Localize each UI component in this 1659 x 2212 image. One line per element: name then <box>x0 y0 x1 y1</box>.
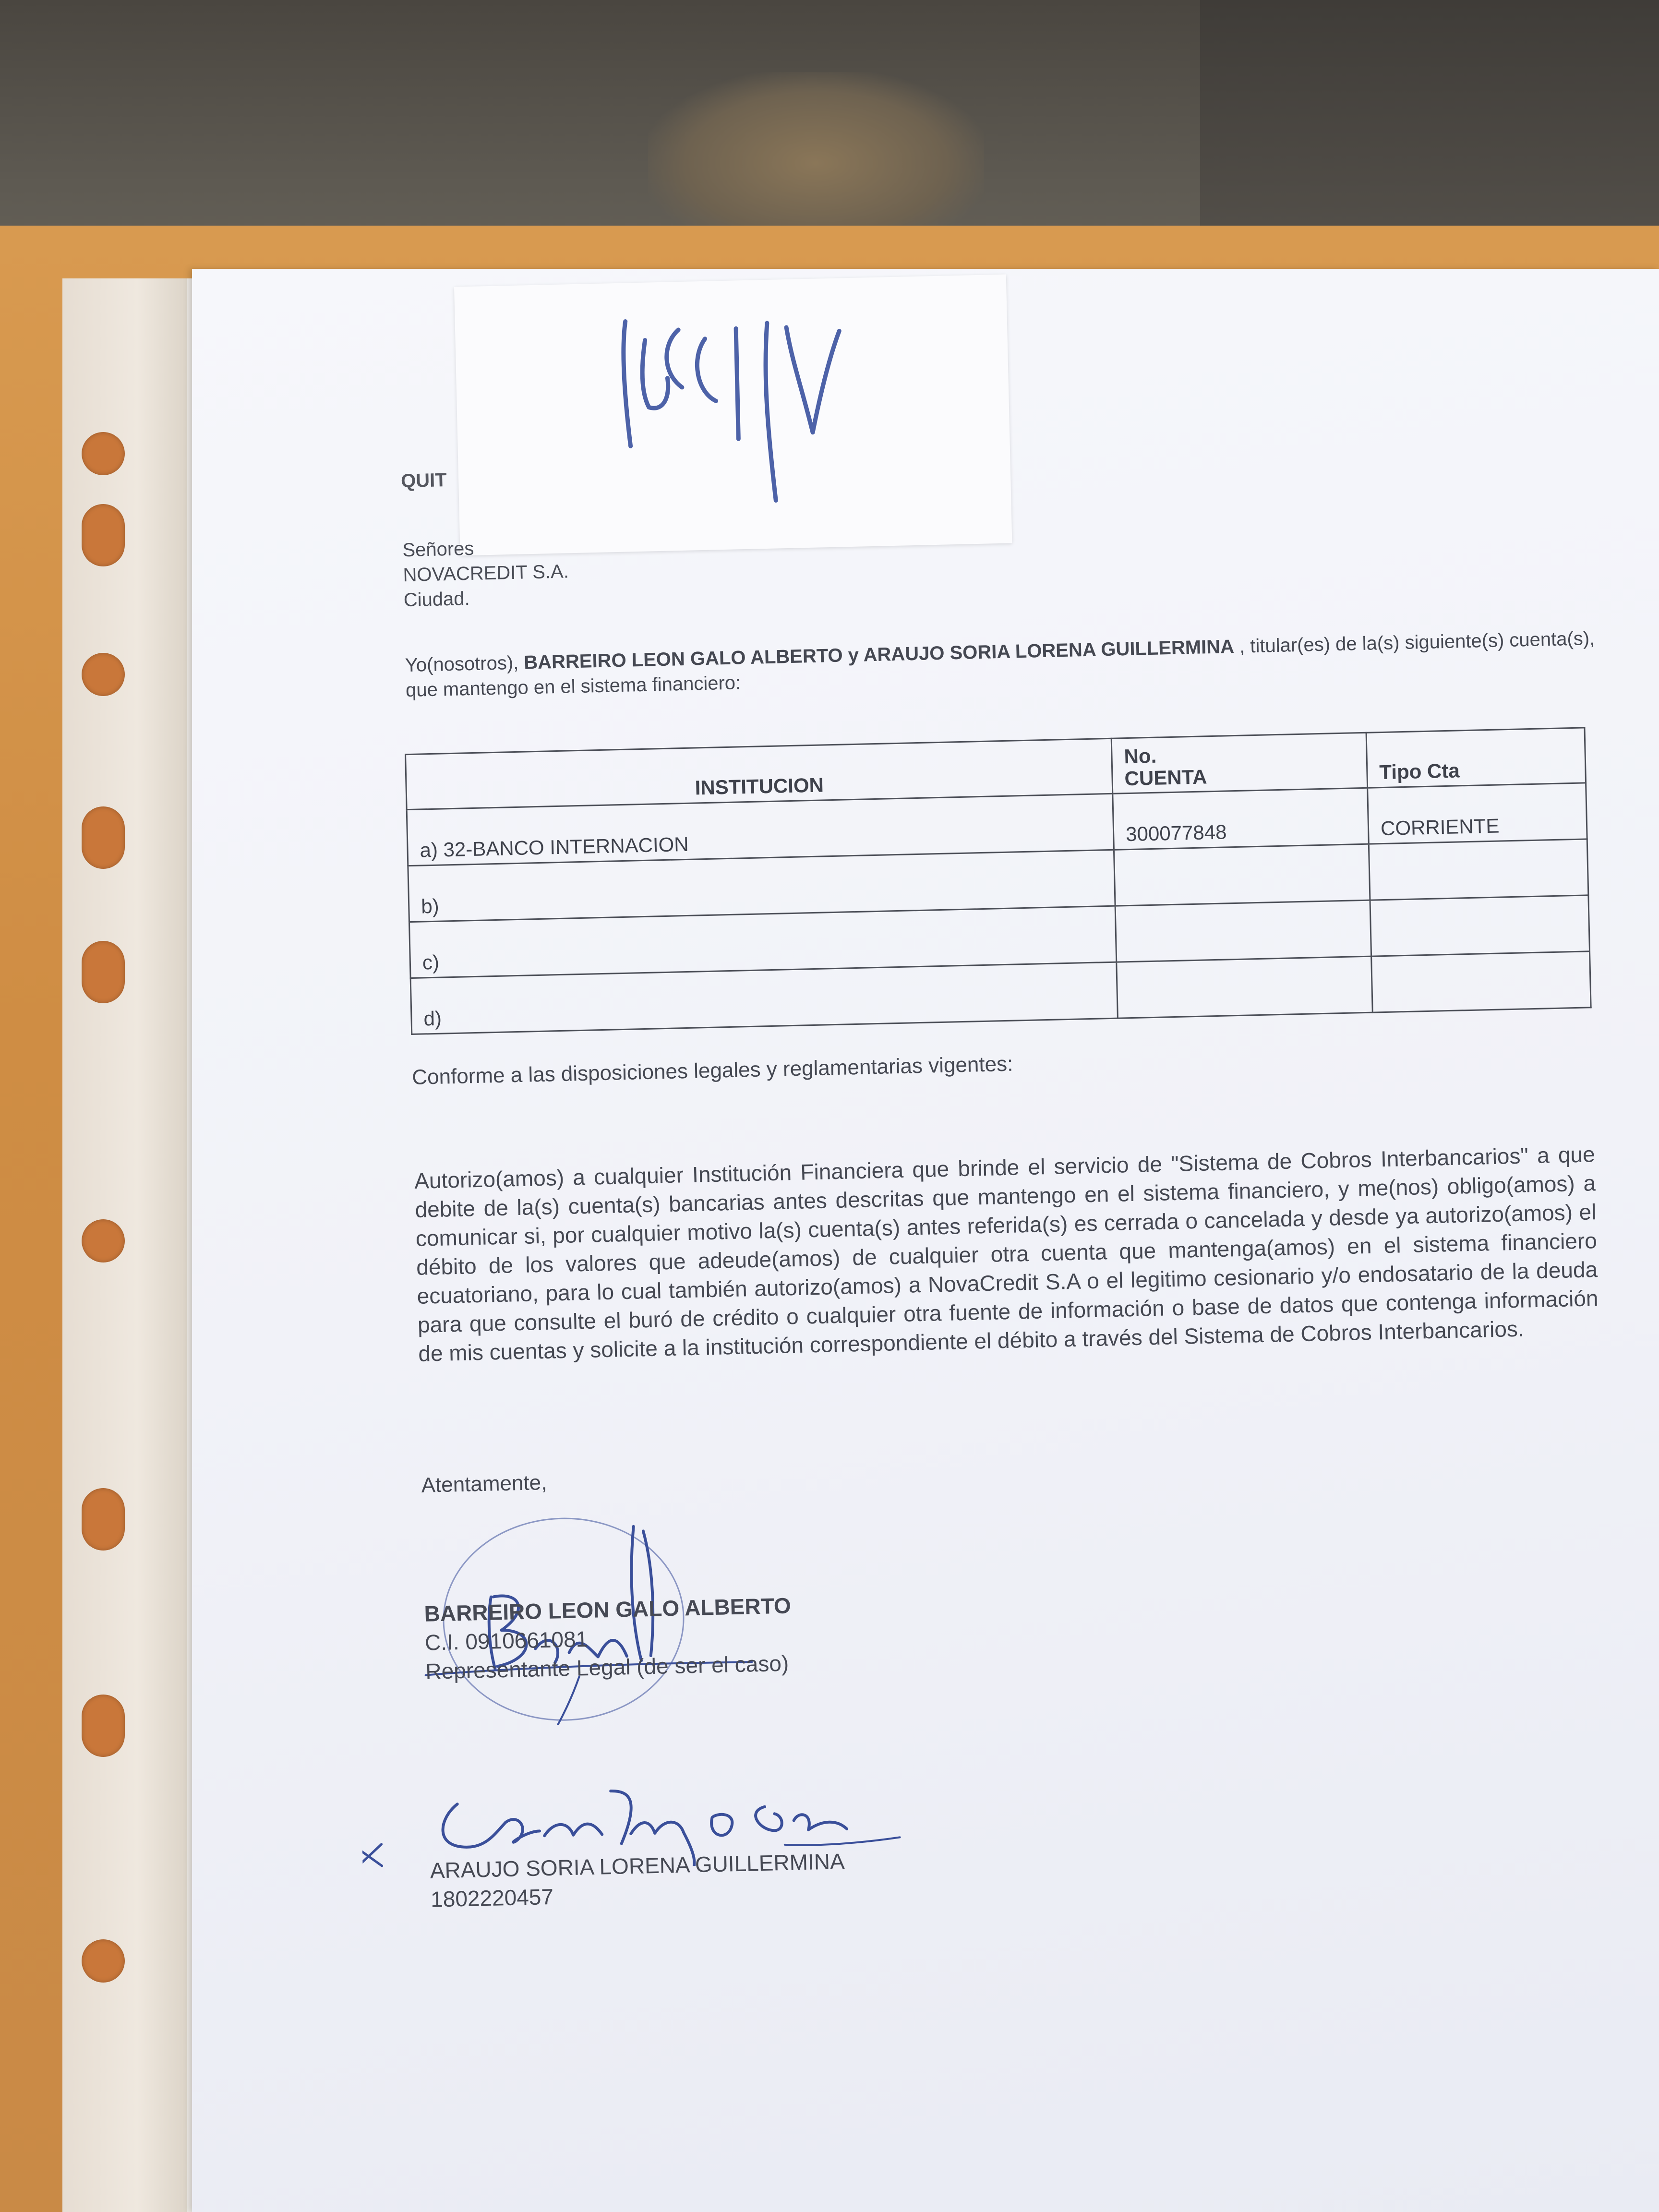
accounts-table <box>405 727 1592 1035</box>
stone-block <box>1200 0 1659 250</box>
row-account-type <box>1369 839 1588 900</box>
punch-hole <box>82 1488 125 1551</box>
company-name: NOVACREDIT S.A. <box>403 561 569 586</box>
signatory-2-id: 1802220457 <box>430 1884 554 1912</box>
punch-hole <box>82 1695 125 1757</box>
recipient-block <box>402 534 570 613</box>
intro-suffix: , titular(es) de la(s) siguiente(s) cuenta(s), que mantengo en el sistema financiero: <box>405 627 1595 701</box>
row-account-number <box>1114 844 1370 906</box>
document-content <box>192 236 1659 2212</box>
punch-hole <box>82 1219 125 1262</box>
row-label: d) <box>410 962 1118 1034</box>
row-account-number: 300077848 <box>1113 788 1369 850</box>
header-account-type: Tipo Cta <box>1366 728 1586 788</box>
row-label: b) <box>408 850 1115 922</box>
row-label: a) 32-BANCO INTERNACION <box>407 793 1114 866</box>
row-account-type <box>1371 951 1591 1012</box>
signatory-1-role: Representante Legal (de ser el caso) <box>425 1650 789 1684</box>
intro-prefix: Yo(nosotros), <box>405 652 524 676</box>
punched-strip <box>62 278 187 2212</box>
closing-line: Atentamente, <box>421 1470 547 1497</box>
signatory-2-name: ARAUJO SORIA LORENA GUILLERMINA <box>430 1849 845 1883</box>
row-account-number <box>1115 900 1371 962</box>
authorization-document <box>192 269 1659 2212</box>
punch-hole <box>82 806 125 869</box>
row-account-type: CORRIENTE <box>1368 783 1587 844</box>
legal-basis-line: Conforme a las disposiciones legales y reglamentarias vigentes: <box>411 1052 1013 1090</box>
signatory-1-name: BARREIRO LEON GALO ALBERTO <box>424 1593 792 1626</box>
punch-hole <box>82 941 125 1003</box>
header-institution: INSTITUCION <box>406 738 1113 809</box>
punch-hole <box>82 504 125 566</box>
recipient-city: Ciudad. <box>403 588 470 611</box>
sticky-note <box>454 275 1012 556</box>
city-header: QUIT <box>400 469 447 492</box>
row-label: c) <box>409 906 1116 978</box>
row-account-type <box>1370 895 1590 956</box>
intro-paragraph <box>405 625 1606 703</box>
sticky-note-handwriting <box>454 275 1012 556</box>
signatory-1-id: C.I. 0910661081 <box>424 1626 589 1655</box>
row-account-number <box>1117 956 1373 1018</box>
header-number-line1: No. <box>1124 744 1157 768</box>
punch-hole <box>82 432 125 475</box>
authorization-paragraph: Autorizo(amos) a cualquier Institución Financiera que brinde el servicio de "Sistema de Cobros Interbancarios" a que debite de la(s) cuenta(s) bancarias antes descritas que mantengo en el sistema financiero, y me(nos) obligo(amos) a comunicar si, por cualquier motivo la(s) cuenta(s) antes referida(s) es cerrada o cancelada y desde ya autorizo(amos) el débito de los valores que adeude(amos) de cualquier otra cuenta que mantenga(amos) en el sistema financiero ecuatoriano, para lo cual también autorizo(amos) a NovaCredit S.A o el legitimo cesionario y/o endosatario de la deuda para que consulte el buró de crédito o cualquier otra fuente de información o base de datos que contenga información de mis cuentas y solicite a la institución correspondiente el débito a través del Sistema de Cobros Interbancarios. <box>414 1142 1599 1366</box>
greeting: Señores <box>402 538 474 561</box>
header-number-line2: CUENTA <box>1124 765 1207 790</box>
header-account-number <box>1111 733 1367 793</box>
punch-hole <box>82 653 125 696</box>
account-holders: BARREIRO LEON GALO ALBERTO y ARAUJO SORIA LORENA GUILLERMINA <box>523 636 1235 673</box>
punch-hole <box>82 1939 125 1983</box>
